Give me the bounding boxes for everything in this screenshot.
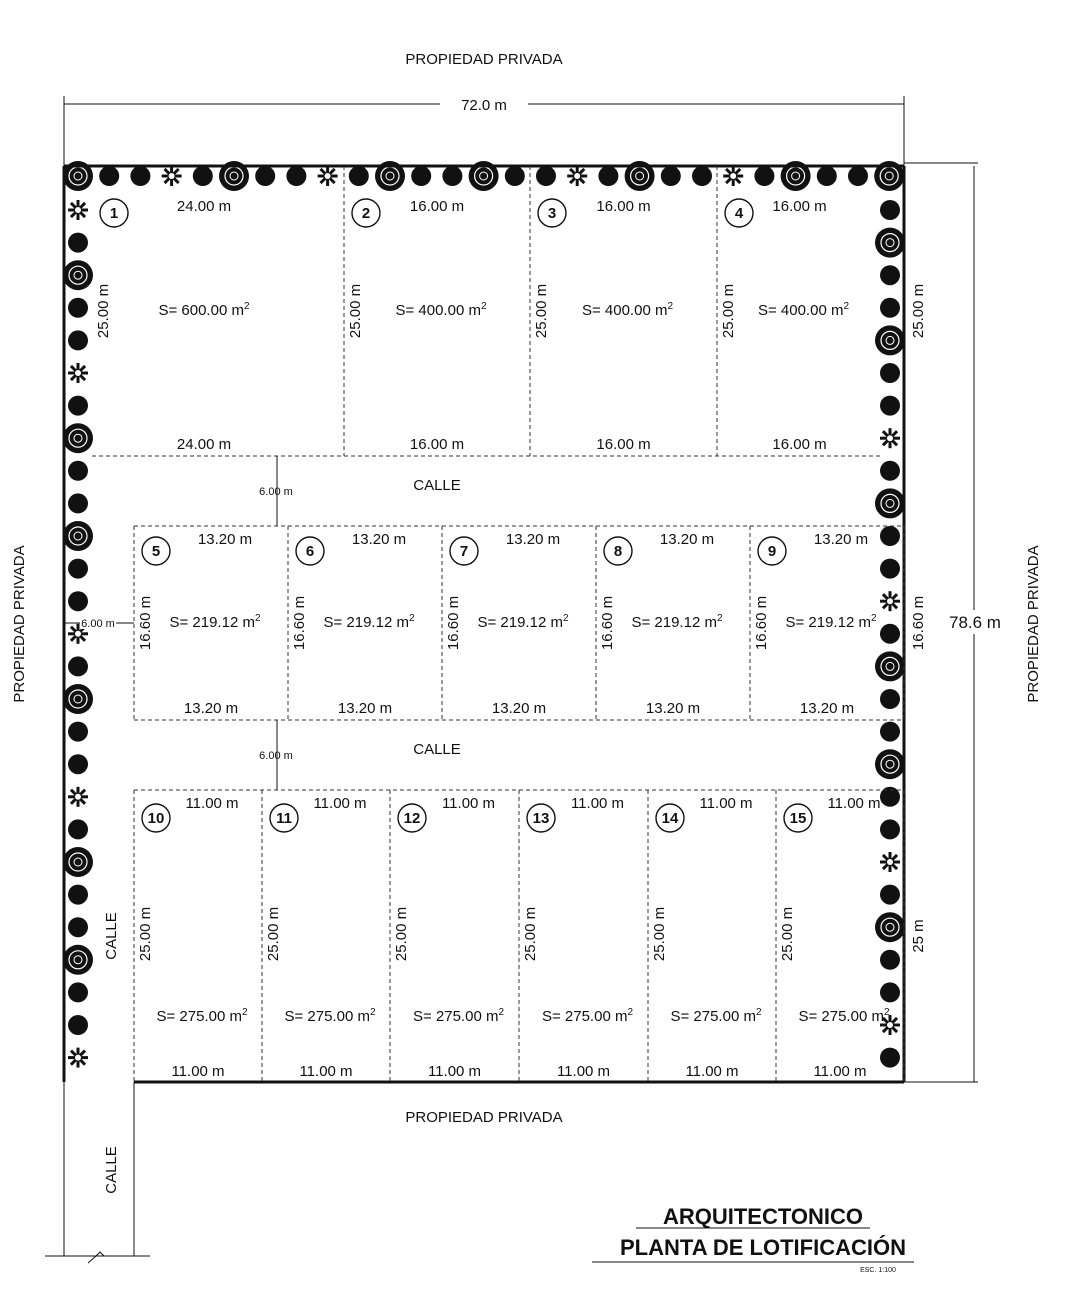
lot-area [798,1007,889,1025]
tree-icon [68,722,88,742]
lot-area-exponent: 2 [883,1007,890,1018]
lot-bottom-dim: 13.20 m [491,700,547,717]
lot-bottom-dim: 13.20 m [645,700,701,717]
lot-number: 13 [532,810,550,827]
tree-icon [68,656,88,676]
lot-side-dim: 25.00 m [651,906,668,962]
tree-icon [505,166,525,186]
tree-icon [68,885,88,905]
lot-top-dim: 16.00 m [409,198,465,215]
tree-icon [318,166,338,186]
tree-icon [880,363,900,383]
lot-top-dim: 13.20 m [505,531,561,548]
street1-width-label: 6.00 m [259,486,293,498]
lot-area [542,1007,633,1025]
tree-icon [63,945,93,975]
tree-icon [880,265,900,285]
lot-top-dim: 16.00 m [596,198,651,215]
lot-5 [137,531,261,717]
lot-area-exponent: 2 [408,613,415,624]
street2-label: CALLE [413,741,461,758]
tree-icon [442,166,462,186]
lot-side-dim: 25.00 m [137,906,154,962]
lot-14 [651,795,762,1080]
lot-top-dim: 11.00 m [570,795,625,812]
lot-side-dim: 25.00 m [522,906,539,962]
tree-icon [567,166,587,186]
tree-icon [880,819,900,839]
lot-side-dim: 25.00 m [533,283,550,339]
tree-icon [68,461,88,481]
lot-area-exponent: 2 [369,1007,376,1018]
lot-area-exponent: 2 [667,301,674,312]
lot-area-exponent: 2 [562,613,569,624]
lot-number: 1 [109,205,119,222]
title-scale: ESC. 1:100 [860,1267,896,1274]
lot-area-value: S= 219.12 m [477,614,563,631]
lot-3 [533,198,673,453]
lot-bottom-dim: 11.00 m [685,1063,739,1080]
tree-icon [880,689,900,709]
lot-area-exponent: 2 [498,1007,505,1018]
lot-number: 4 [734,205,744,222]
lot-area-exponent: 2 [627,1007,634,1018]
tree-icon [68,363,88,383]
lot-area-exponent: 2 [870,613,877,624]
tree-icon [68,330,88,350]
lot-area-exponent: 2 [243,301,250,312]
lot-area-value: S= 219.12 m [323,614,409,631]
lot-side-dim: 16.60 m [445,595,462,651]
lot-side-dim: 25.00 m [347,283,364,339]
tree-icon [130,166,150,186]
lot-area [785,613,876,631]
lot-side-dim: 25.00 m [393,906,410,962]
lot-13 [522,795,633,1080]
tree-icon [68,396,88,416]
lot-side-dim: 25.00 m [95,283,112,339]
dim-height-label: 78.6 m [949,613,1001,632]
right-dim-row1: 25.00 m [910,283,927,339]
tree-icon [880,982,900,1002]
tree-icon [754,166,774,186]
tree-icon [880,591,900,611]
tree-icon [875,912,905,942]
lot-number: 14 [661,810,679,827]
lot-area-value: S= 400.00 m [395,302,481,319]
tree-icon [875,651,905,681]
lot-top-dim: 11.00 m [699,795,753,812]
lot-15 [779,795,890,1080]
lot-number: 7 [459,543,469,560]
lot-area-value: S= 219.12 m [631,614,717,631]
lot-number: 15 [789,810,807,827]
tree-icon [63,260,93,290]
dim-width-label: 72.0 m [461,97,507,114]
tree-icon [68,591,88,611]
lot-area-exponent: 2 [254,613,261,624]
tree-icon [880,722,900,742]
lot-area [477,613,568,631]
lot-bottom-dim: 11.00 m [171,1063,225,1080]
title-line1: ARQUITECTONICO [662,1204,864,1229]
lot-top-dim: 13.20 m [659,531,715,548]
street1-label: CALLE [413,477,461,494]
label-top-property: PROPIEDAD PRIVADA [405,51,563,68]
row3-lots [134,790,904,1082]
lot-area-exponent: 2 [480,301,487,312]
tree-icon [68,233,88,253]
lot-side-dim: 16.60 m [753,595,770,651]
lot-area [582,301,673,319]
lot-bottom-dim: 11.00 m [556,1063,611,1080]
lot-area-value: S= 400.00 m [581,302,668,319]
lot-area-exponent: 2 [843,301,850,312]
lot-area-value: S= 275.00 m [156,1008,242,1025]
tree-icon [880,559,900,579]
tree-icon [661,166,681,186]
lot-side-dim: 25.00 m [265,906,282,962]
tree-icon [68,200,88,220]
tree-icon [875,749,905,779]
lot-top-dim: 16.00 m [772,198,827,215]
lot-top-dim: 11.00 m [441,795,496,812]
lot-bottom-dim: 16.00 m [409,436,465,453]
tree-icon [880,885,900,905]
tree-icon [723,166,743,186]
tree-icon [880,526,900,546]
tree-icon [63,521,93,551]
tree-icon [68,819,88,839]
lot-top-dim: 13.20 m [351,531,407,548]
tree-icon [68,917,88,937]
lot-area [758,301,849,319]
lot-bottom-dim: 11.00 m [299,1063,353,1080]
row1-lots [95,166,849,456]
lot-bottom-dim: 24.00 m [176,436,232,453]
tree-icon [880,852,900,872]
lot-bottom-dim: 13.20 m [183,700,239,717]
lot-bottom-dim: 13.20 m [799,700,855,717]
tree-icon [68,754,88,774]
lot-side-dim: 16.60 m [137,595,154,651]
lot-area [158,301,249,319]
street3-width-label: 6.00 m [81,618,115,630]
lot-side-dim: 25.00 m [720,283,737,339]
lot-number: 9 [767,543,777,560]
lot-4 [720,198,849,453]
lot-top-dim: 13.20 m [813,531,869,548]
tree-icon [880,950,900,970]
row2-lots [134,526,904,720]
lot-bottom-dim: 11.00 m [427,1063,482,1080]
lot-number: 12 [403,810,421,827]
lot-area [169,613,260,631]
right-dim-row2: 16.60 m [910,595,927,651]
tree-icon [68,298,88,318]
tree-icon [692,166,712,186]
lot-11 [265,795,376,1080]
lot-area-value: S= 275.00 m [670,1008,756,1025]
tree-icon [880,624,900,644]
lot-area-value: S= 275.00 m [412,1008,499,1025]
lot-1 [95,198,250,453]
lot-side-dim: 16.60 m [291,595,308,651]
tree-icon [880,461,900,481]
lot-number: 6 [305,543,315,560]
tree-icon [63,847,93,877]
lot-number: 3 [547,205,557,222]
tree-icon [68,982,88,1002]
lot-area-value: S= 275.00 m [798,1008,884,1025]
lot-number: 11 [276,810,292,827]
lot-area-value: S= 400.00 m [757,302,844,319]
lot-10 [137,795,248,1080]
street4-label: CALLE [103,1146,120,1194]
tree-icon [255,166,275,186]
lot-number: 10 [147,810,165,827]
lot-area [631,613,722,631]
lot-area [284,1007,375,1025]
tree-icon [68,1048,88,1068]
lots [95,166,904,1082]
lot-area-exponent: 2 [755,1007,762,1018]
street2-width-label: 6.00 m [259,750,293,762]
lot-bottom-dim: 13.20 m [337,700,393,717]
lot-area [395,301,486,319]
lot-top-dim: 24.00 m [176,198,232,215]
lot-top-dim: 11.00 m [827,795,881,812]
lot-area-value: S= 275.00 m [541,1008,628,1025]
tree-icon [880,428,900,448]
lot-area-value: S= 219.12 m [785,614,871,631]
lot-area-value: S= 600.00 m [158,302,244,319]
lot-area-exponent: 2 [716,613,723,624]
lot-area-value: S= 275.00 m [284,1008,370,1025]
label-bottom-property: PROPIEDAD PRIVADA [405,1109,563,1126]
lot-9 [753,531,877,717]
title-line2: PLANTA DE LOTIFICACIÓN [620,1235,906,1260]
tree-icon [536,166,556,186]
lot-area-exponent: 2 [241,1007,248,1018]
tree-icon [63,684,93,714]
tree-icon [411,166,431,186]
tree-icon [68,1015,88,1035]
lot-side-dim: 16.60 m [599,595,616,651]
tree-icon [286,166,306,186]
lot-top-dim: 13.20 m [197,531,253,548]
lot-area [413,1007,504,1025]
lot-2 [347,198,487,453]
tree-icon [848,166,868,186]
tree-icon [349,166,369,186]
label-right-property: PROPIEDAD PRIVADA [1025,545,1042,703]
lot-bottom-dim: 16.00 m [772,436,827,453]
tree-icon [193,166,213,186]
lot-12 [393,795,504,1080]
lot-area [156,1007,247,1025]
lot-7 [445,531,569,717]
tree-icon [162,166,182,186]
tree-icon [68,493,88,513]
lot-number: 2 [361,205,371,222]
lot-side-dim: 25.00 m [779,906,796,962]
tree-icon [880,396,900,416]
lot-area-value: S= 219.12 m [169,614,255,631]
lot-area [670,1007,761,1025]
right-dim-row3: 25 m [910,919,927,953]
tree-icon [875,228,905,258]
tree-icon [598,166,618,186]
break-symbol [88,1252,104,1263]
tree-icon [63,423,93,453]
lot-area [323,613,414,631]
lot-bottom-dim: 11.00 m [813,1063,867,1080]
lot-bottom-dim: 16.00 m [596,436,651,453]
tree-icon [99,166,119,186]
tree-icon [875,488,905,518]
lot-number: 5 [151,543,161,560]
lot-number: 8 [613,543,623,560]
tree-icon [68,787,88,807]
lot-top-dim: 11.00 m [185,795,239,812]
lot-8 [599,531,723,717]
lot-top-dim: 11.00 m [313,795,367,812]
label-left-property: PROPIEDAD PRIVADA [11,545,28,703]
tree-icon [880,1048,900,1068]
tree-icon [880,298,900,318]
tree-icon [875,325,905,355]
tree-icon [880,200,900,220]
tree-icon [817,166,837,186]
tree-icon [68,559,88,579]
lot-6 [291,531,415,717]
street3-label: CALLE [103,912,120,960]
